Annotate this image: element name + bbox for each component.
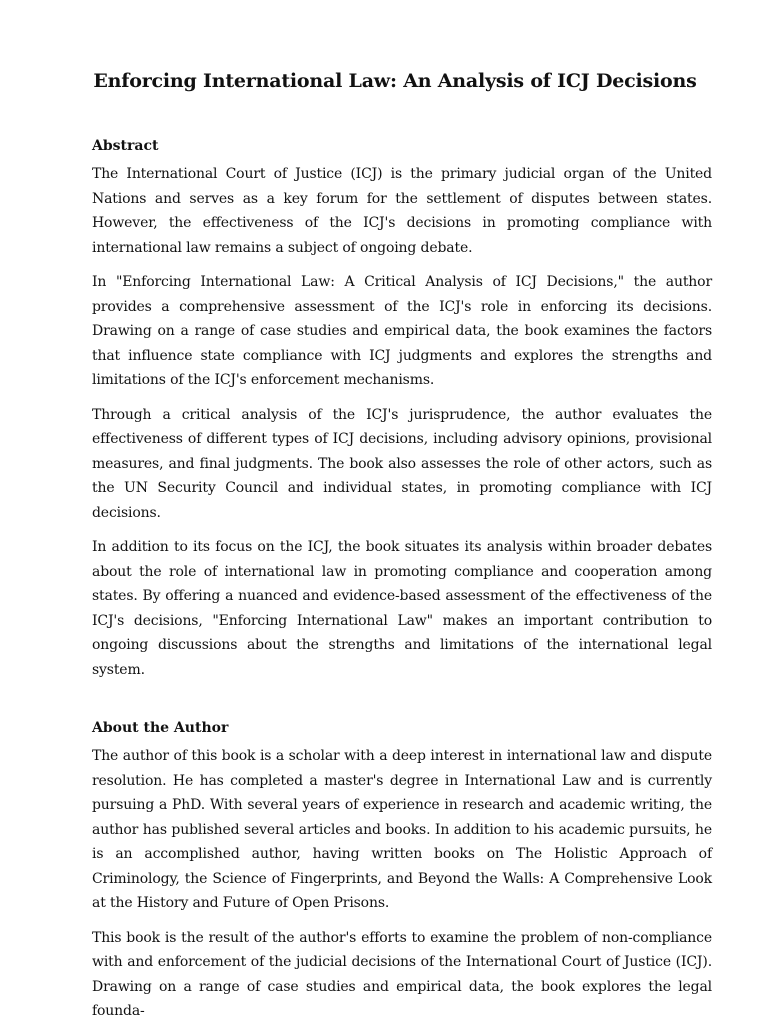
about-author-heading: About the Author [92,720,229,736]
abstract-paragraph-1: The International Court of Justice (ICJ) is the primary judicial organ of the United Nations and serves as a key forum for the settlement of disputes between states. However, the effectiveness of the ICJ's decisions in promoting compliance with international law remains a subject of ongoing debate. [92,166,712,256]
about-author-paragraph-1: The author of this book is a scholar with a deep interest in international law and dispute resolution. He has completed a master's degree in International Law and is currently pursuing a PhD. With several years of experience in research and academic writing, the author has published several articles and books. In addition to his academic pursuits, he is an accomplished author, having written books on The Holistic Approach of Criminology, the Science of Fingerprints, and Beyond the Walls: A Comprehensive Look at the History and Future of Open Prisons. [92,748,712,911]
abstract-paragraph-4: In addition to its focus on the ICJ, the book situates its analysis within broader debates about the role of international law in promoting compliance and cooperation among states. By offering a nuanced and evidence-based assessment of the effectiveness of the ICJ's decisions, "Enforcing International Law" makes an important contribution to ongoing discussions about the strengths and limitations of the international legal system. [92,539,712,678]
about-author-paragraph-2: This book is the result of the author's efforts to examine the problem of non-compliance with and enforcement of the judicial decisions of the International Court of Justice (ICJ). Drawing on a range of case studies and empirical data, the book explores the legal founda- [92,929,712,1019]
abstract-paragraph-2: In "Enforcing International Law: A Critical Analysis of ICJ Decisions," the author provides a comprehensive assessment of the ICJ's role in enforcing its decisions. Drawing on a range of case studies and empirical data, the book examines the factors that influence state compliance with ICJ judgments and explores the strengths and limitations of the ICJ's enforcement mechanisms. [92,274,712,388]
document-title: Enforcing International Law: An Analysis of ICJ Decisions [93,70,697,92]
abstract-heading: Abstract [92,138,159,154]
abstract-paragraph-3: Through a critical analysis of the ICJ's jurisprudence, the author evaluates the effectiveness of different types of ICJ decisions, including advisory opinions, provisional measures, and final judgments. The book also assesses the role of other actors, such as the UN Security Council and individual states, in promoting compliance with ICJ decisions. [92,406,712,521]
